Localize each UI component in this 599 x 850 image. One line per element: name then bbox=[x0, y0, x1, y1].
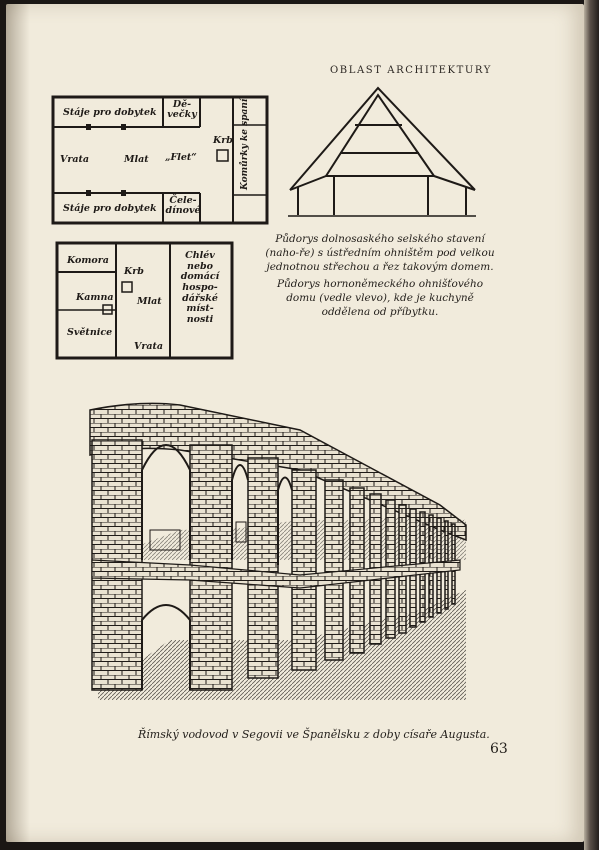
caption-plans-paragraph-2: Půdorys hornoněmeckého ohnišťového domu (vedle vlevo), kde je kuchyně oddělena od příbytku. bbox=[276, 277, 484, 318]
aqueduct-caption: Římský vodovod v Segovii ve Španělsku z doby císaře Augusta. bbox=[138, 728, 490, 741]
caption-plans-paragraph-1: Půdorys dolnosaského selského stavení (naho-ře) s ústředním ohništěm pod velkou jednotnou střechou a řez takovým domem. bbox=[265, 233, 495, 274]
label-gate-top: Vrata bbox=[60, 154, 90, 165]
label-servants: Čele- dínové bbox=[165, 195, 201, 216]
label-gate-bottom: Vrata bbox=[134, 341, 164, 352]
label-barn: Chlév nebo domácí hospo- dářské míst- nosti bbox=[180, 250, 220, 325]
label-stove: Kamna bbox=[76, 292, 114, 303]
label-stable-top: Stáje pro dobytek bbox=[63, 107, 157, 118]
label-flet: „Flet“ bbox=[165, 152, 197, 163]
label-threshing-bottom: Mlat bbox=[137, 296, 162, 307]
label-living-room: Světnice bbox=[67, 327, 113, 338]
label-hearth-bottom: Krb bbox=[124, 266, 144, 277]
label-bedrooms: Komůrky ke spaní bbox=[240, 98, 250, 190]
running-header: OBLAST ARCHITEKTURY bbox=[330, 65, 492, 76]
label-threshing-top: Mlat bbox=[124, 154, 149, 165]
label-maids: Dě- večky bbox=[167, 99, 197, 120]
page-number: 63 bbox=[490, 741, 508, 757]
label-chamber: Komora bbox=[67, 255, 109, 266]
label-hearth-top: Krb bbox=[213, 135, 233, 146]
label-stable-bottom: Stáje pro dobytek bbox=[63, 203, 157, 214]
